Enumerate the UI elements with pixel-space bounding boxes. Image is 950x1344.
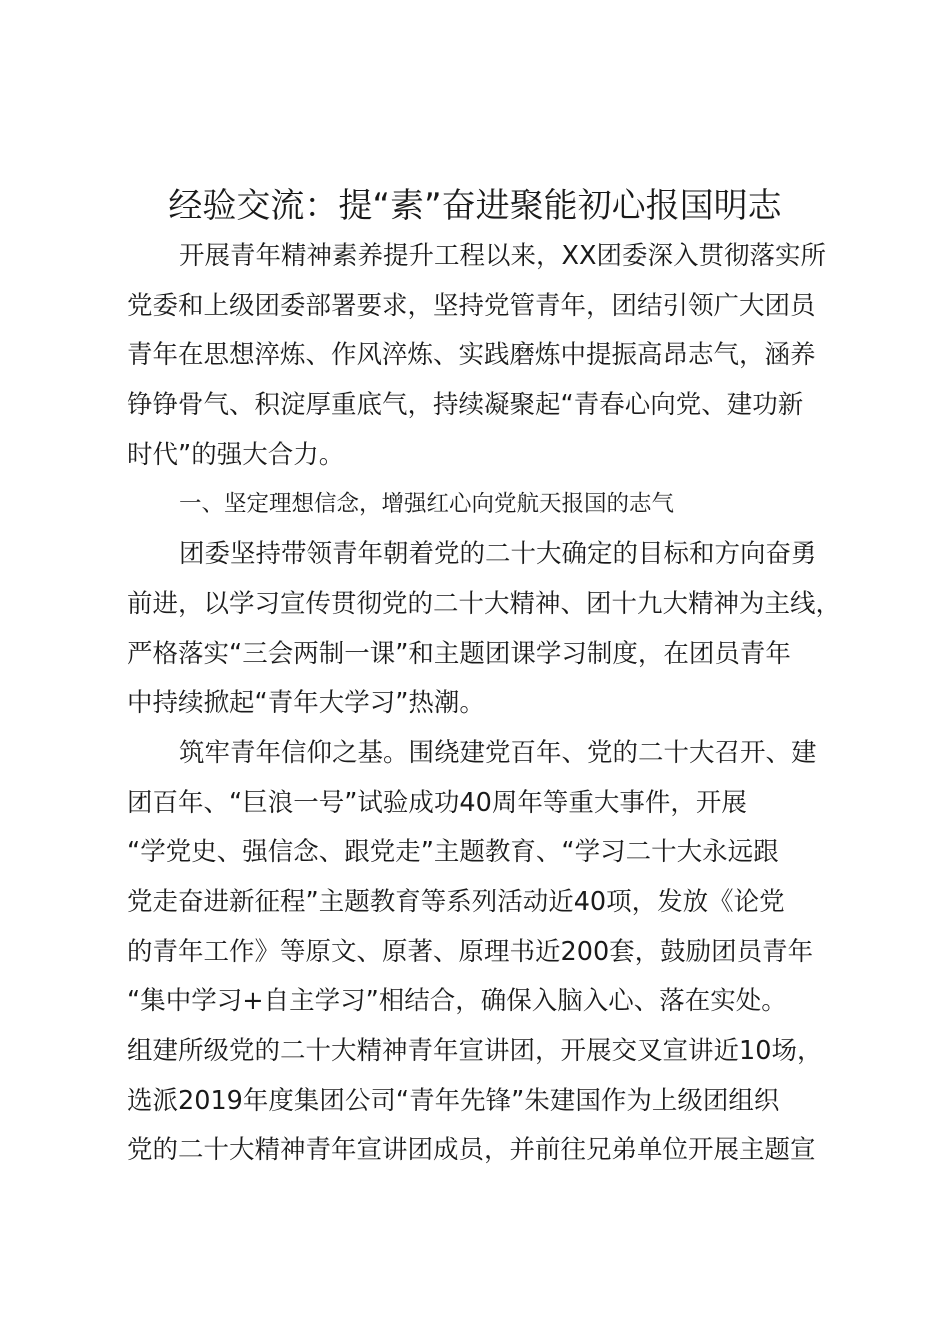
paragraph-line: 的青年工作》等原文、原著、原理书近200套，鼓励团员青年 xyxy=(127,936,814,967)
document-body xyxy=(127,232,857,1176)
paragraph-line: 时代”的强大合力。 xyxy=(127,439,345,470)
paragraph-line: 团百年、“巨浪一号”试验成功40周年等重大事件，开展 xyxy=(127,787,747,818)
paragraph-line: 青年在思想淬炼、作风淬炼、实践磨炼中提振高昂志气，涵养 xyxy=(127,340,816,371)
paragraph-line: 党委和上级团委部署要求，坚持党管青年，团结引领广大团员 xyxy=(127,290,816,321)
paragraph-line: 严格落实“三会两制一课”和主题团课学习制度，在团员青年 xyxy=(127,638,791,669)
paragraph-line: 前进，以学习宣传贯彻党的二十大精神、团十九大精神为主线， xyxy=(127,588,842,619)
paragraph-line: 团委坚持带领青年朝着党的二十大确定的目标和方向奋勇 xyxy=(179,539,817,570)
document-title: 经验交流：提“素”奋进聚能初心报国明志 xyxy=(168,186,782,226)
paragraph-line: 组建所级党的二十大精神青年宣讲团，开展交叉宣讲近10场， xyxy=(127,1036,823,1066)
paragraph-line: 中持续掀起“青年大学习”热潮。 xyxy=(127,688,485,719)
section-heading: 一、坚定理想信念，增强红心向党航天报国的志气 xyxy=(179,491,675,518)
paragraph-line: 铮铮骨气、积淀厚重底气，持续凝聚起“青春心向党、建功新 xyxy=(127,390,804,421)
paragraph-line: 党的二十大精神青年宣讲团成员，并前往兄弟单位开展主题宣 xyxy=(127,1135,816,1166)
paragraph-line: “集中学习+自主学习”相结合，确保入脑入心、落在实处。 xyxy=(127,986,787,1017)
paragraph-line: 选派2019年度集团公司“青年先锋”朱建国作为上级团组织 xyxy=(127,1085,780,1116)
paragraph-line: 筑牢青年信仰之基。围绕建党百年、党的二十大召开、建 xyxy=(179,737,817,768)
paragraph-line: 开展青年精神素养提升工程以来，XX团委深入贯彻落实所 xyxy=(179,241,826,271)
paragraph-line: “学党史、强信念、跟党走”主题教育、“学习二十大永远跟 xyxy=(127,837,779,868)
paragraph-line: 党走奋进新征程”主题教育等系列活动近40项，发放《论党 xyxy=(127,886,785,917)
